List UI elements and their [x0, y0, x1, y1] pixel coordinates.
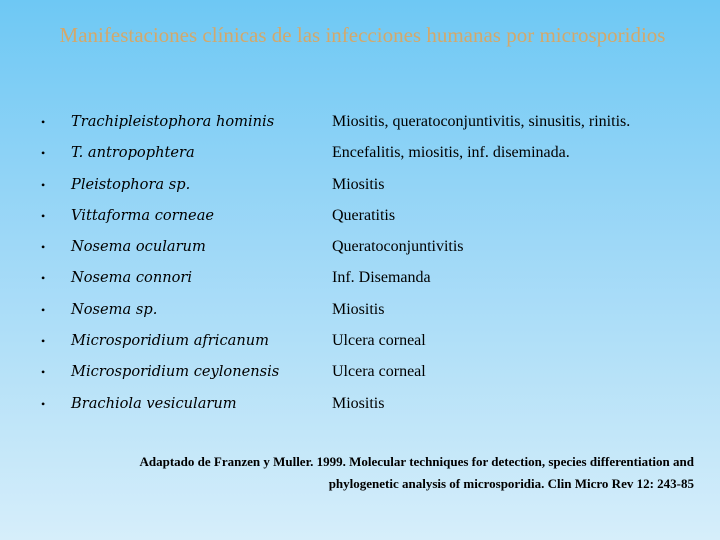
list-item	[0, 233, 720, 264]
species-name: Nosema connori	[71, 269, 193, 287]
species-name: Nosema sp.	[71, 300, 158, 318]
bullet: •	[41, 177, 46, 192]
species-name: Trachipleistophora hominis	[71, 113, 275, 130]
clinical-manifestation: Miositis	[332, 175, 385, 193]
list-item	[0, 264, 720, 295]
manifestations-list	[0, 108, 720, 421]
list-item	[0, 108, 720, 139]
list-item	[0, 171, 720, 202]
bullet: •	[41, 115, 46, 129]
source-citation	[80, 451, 694, 495]
species-name: Microsporidium africanum	[71, 332, 269, 350]
species-name: Microsporidium ceylonensis	[71, 363, 280, 381]
bullet: •	[41, 208, 46, 223]
clinical-manifestation: Queratoconjuntivitis	[332, 238, 464, 256]
bullet: •	[41, 365, 46, 380]
bullet: •	[41, 396, 46, 411]
clinical-manifestation: Inf. Disemanda	[332, 269, 431, 287]
list-item	[0, 390, 720, 421]
bullet: •	[41, 271, 46, 286]
species-name: Pleistophora sp.	[71, 175, 191, 193]
species-name: Nosema ocularum	[71, 238, 206, 256]
list-item	[0, 139, 720, 170]
clinical-manifestation: Ulcera corneal	[332, 363, 426, 381]
slide-title: Manifestaciones clínicas de las infecciones humanas por microsporidios	[59, 23, 666, 47]
bullet: •	[41, 146, 46, 161]
clinical-manifestation: Queratitis	[332, 206, 396, 224]
citation-line: Adaptado de Franzen y Muller. 1999. Molecular techniques for detection, species differentiation and	[139, 454, 694, 469]
list-item	[0, 202, 720, 233]
clinical-manifestation: Miositis, queratoconjuntivitis, sinusitis, rinitis.	[332, 113, 631, 130]
species-name: Vittaforma corneae	[71, 206, 215, 224]
citation-line: phylogenetic analysis of microsporidia. Clin Micro Rev 12: 243-85	[328, 476, 694, 491]
clinical-manifestation: Ulcera corneal	[332, 332, 426, 350]
clinical-manifestation: Encefalitis, miositis, inf. diseminada.	[332, 144, 570, 162]
clinical-manifestation: Miositis	[332, 300, 385, 318]
bullet: •	[41, 302, 46, 317]
species-name: T. antropophtera	[71, 144, 195, 162]
list-item	[0, 296, 720, 327]
list-item	[0, 327, 720, 358]
list-item	[0, 358, 720, 389]
species-name: Brachiola vesicularum	[71, 394, 237, 412]
bullet: •	[41, 334, 46, 349]
clinical-manifestation: Miositis	[332, 394, 385, 412]
bullet: •	[41, 240, 46, 255]
